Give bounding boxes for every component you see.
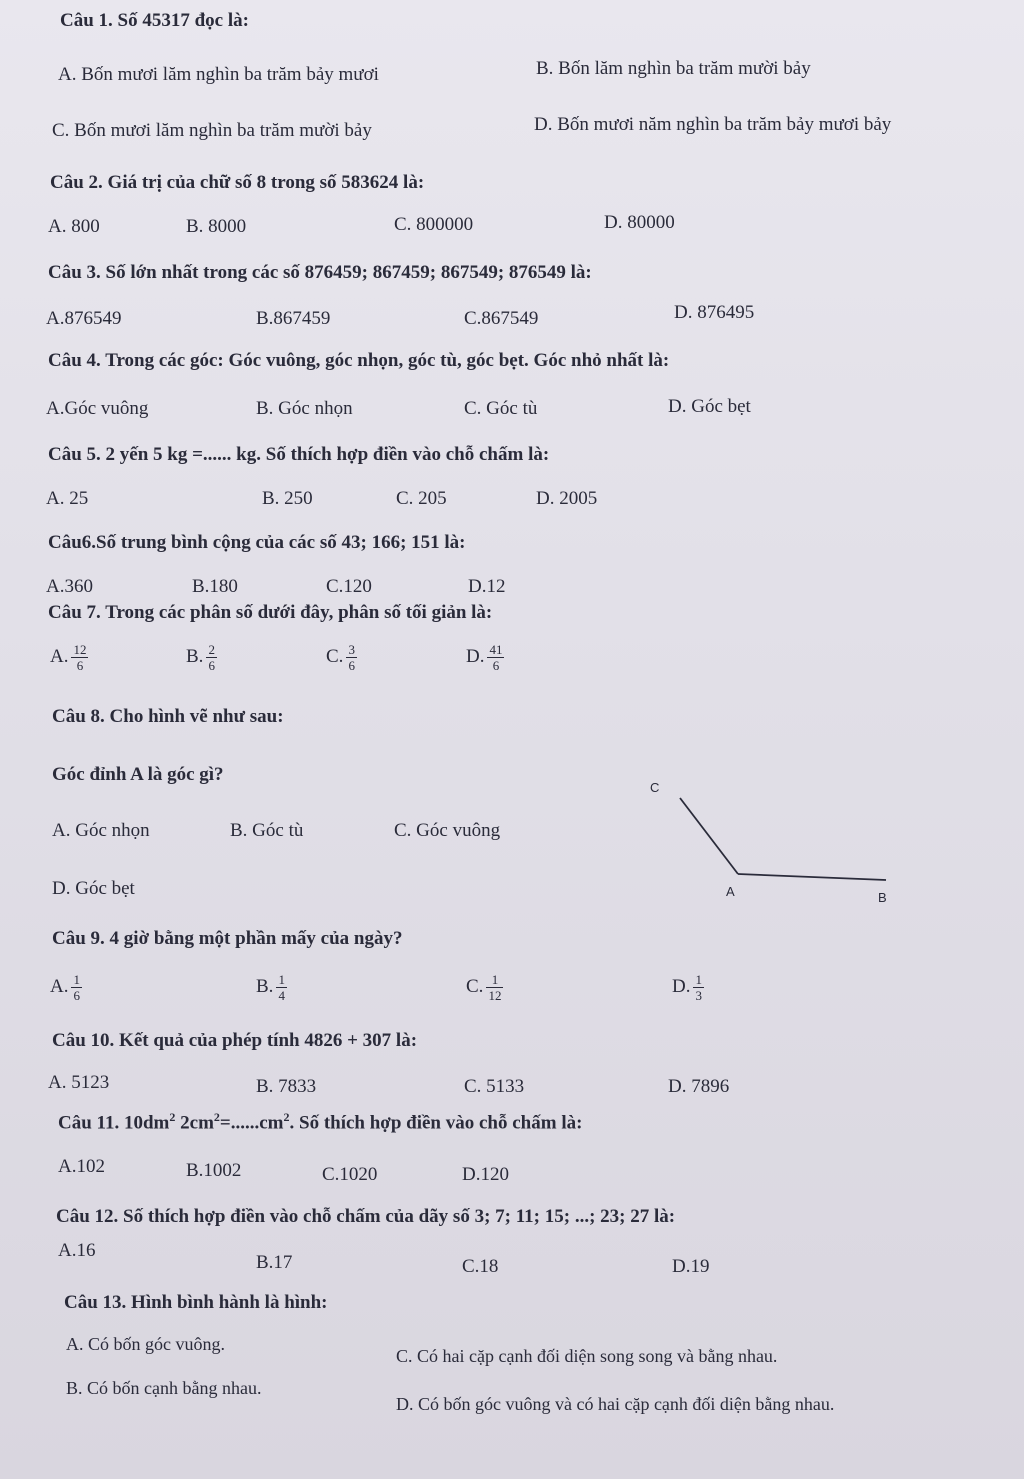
q2-option-b: B. 8000 bbox=[186, 216, 247, 237]
q11-sup-1: 2 bbox=[169, 1110, 176, 1124]
q7-d-fraction bbox=[487, 642, 504, 673]
question-7: Câu 7. Trong các phân số dưới đây, phân số tối giản là: bbox=[48, 602, 493, 623]
ray-ac bbox=[680, 798, 738, 874]
q9-c-fraction bbox=[486, 972, 503, 1003]
q10-option-c: C. 5133 bbox=[464, 1076, 525, 1097]
q9-a-num: 1 bbox=[73, 972, 80, 987]
q11-sup-3: 2 bbox=[283, 1110, 290, 1124]
q9-option-d bbox=[672, 972, 704, 1003]
q7-a-letter: A. bbox=[50, 645, 69, 667]
question-4: Câu 4. Trong các góc: Góc vuông, góc nhọn, góc tù, góc bẹt. Góc nhỏ nhất là: bbox=[48, 350, 670, 371]
q3-option-b: B.867459 bbox=[256, 308, 331, 329]
label-b: B bbox=[878, 890, 887, 905]
q9-a-letter: A. bbox=[50, 975, 69, 997]
q9-b-num: 1 bbox=[278, 972, 285, 987]
q9-d-den: 3 bbox=[695, 988, 702, 1003]
question-10: Câu 10. Kết quả của phép tính 4826 + 307 là: bbox=[52, 1030, 418, 1051]
q1-option-c: C. Bốn mươi lăm nghìn ba trăm mười bảy bbox=[52, 120, 372, 141]
q11-text-3: =......cm bbox=[219, 1112, 284, 1134]
q9-a-fraction bbox=[71, 972, 82, 1003]
q9-c-den: 12 bbox=[488, 988, 502, 1003]
q11-text-1: Câu 11. 10dm bbox=[58, 1112, 170, 1134]
q9-d-num: 1 bbox=[695, 972, 702, 987]
question-1: Câu 1. Số 45317 đọc là: bbox=[60, 10, 249, 31]
question-8: Câu 8. Cho hình vẽ như sau: bbox=[52, 706, 284, 727]
q7-c-fraction bbox=[346, 642, 357, 673]
label-c: C bbox=[650, 780, 660, 795]
q4-option-b: B. Góc nhọn bbox=[256, 398, 353, 419]
q1-option-b: B. Bốn lăm nghìn ba trăm mười bảy bbox=[536, 58, 811, 79]
q7-d-num: 41 bbox=[489, 642, 503, 657]
q7-a-fraction bbox=[71, 642, 88, 673]
q9-b-fraction bbox=[276, 972, 287, 1003]
q10-option-a: A. 5123 bbox=[48, 1072, 110, 1093]
q7-c-num: 3 bbox=[348, 642, 355, 657]
q9-b-letter: B. bbox=[256, 975, 274, 997]
q7-c-letter: C. bbox=[326, 645, 344, 667]
question-13: Câu 13. Hình bình hành là hình: bbox=[64, 1292, 328, 1313]
q3-option-c: C.867549 bbox=[464, 308, 539, 329]
q10-option-b: B. 7833 bbox=[256, 1076, 317, 1097]
q4-option-d: D. Góc bẹt bbox=[668, 396, 751, 417]
q8-option-b: B. Góc tù bbox=[230, 820, 304, 841]
q3-option-d: D. 876495 bbox=[674, 302, 755, 323]
q7-a-num: 12 bbox=[73, 642, 87, 657]
q6-option-a: A.360 bbox=[46, 576, 93, 597]
q8-option-c: C. Góc vuông bbox=[394, 820, 501, 841]
q8-subquestion: Góc đỉnh A là góc gì? bbox=[52, 764, 224, 785]
q9-option-a bbox=[50, 972, 82, 1003]
q7-d-den: 6 bbox=[492, 658, 500, 673]
q13-option-c: C. Có hai cặp cạnh đối diện song song và bằng nhau. bbox=[396, 1346, 778, 1366]
q2-option-c: C. 800000 bbox=[394, 214, 474, 235]
q5-option-b: B. 250 bbox=[262, 488, 313, 509]
q7-option-a bbox=[50, 642, 88, 673]
q13-option-a: A. Có bốn góc vuông. bbox=[66, 1334, 225, 1354]
q6-option-d: D.12 bbox=[468, 576, 506, 597]
q11-option-d: D.120 bbox=[462, 1164, 509, 1185]
q12-option-b: B.17 bbox=[256, 1252, 293, 1273]
q11-text-4: . Số thích hợp điền vào chỗ chấm là: bbox=[289, 1112, 583, 1134]
q7-b-fraction bbox=[206, 642, 217, 673]
q9-d-letter: D. bbox=[672, 975, 691, 997]
q13-option-b: B. Có bốn cạnh bằng nhau. bbox=[66, 1378, 262, 1398]
q7-option-b bbox=[186, 642, 217, 673]
q11-option-c: C.1020 bbox=[322, 1164, 378, 1185]
question-11 bbox=[58, 1110, 582, 1134]
q9-d-fraction bbox=[693, 972, 704, 1003]
q10-option-d: D. 7896 bbox=[668, 1076, 730, 1097]
q9-b-den: 4 bbox=[278, 988, 285, 1003]
q12-option-d: D.19 bbox=[672, 1256, 710, 1277]
q11-option-a: A.102 bbox=[58, 1156, 105, 1177]
question-6: Câu6.Số trung bình cộng của các số 43; 166; 151 là: bbox=[48, 532, 466, 553]
q7-option-c bbox=[326, 642, 357, 673]
q9-c-letter: C. bbox=[466, 975, 484, 997]
q3-option-a: A.876549 bbox=[46, 308, 122, 329]
question-9: Câu 9. 4 giờ bằng một phần mấy của ngày? bbox=[52, 928, 403, 949]
q11-option-b: B.1002 bbox=[186, 1160, 242, 1181]
q7-option-d bbox=[466, 642, 504, 673]
question-2: Câu 2. Giá trị của chữ số 8 trong số 583624 là: bbox=[50, 172, 425, 193]
q5-option-a: A. 25 bbox=[46, 488, 89, 509]
question-12: Câu 12. Số thích hợp điền vào chỗ chấm của dãy số 3; 7; 11; 15; ...; 23; 27 là: bbox=[56, 1206, 676, 1227]
q9-option-c bbox=[466, 972, 503, 1003]
q7-b-num: 2 bbox=[208, 642, 215, 657]
q6-option-c: C.120 bbox=[326, 576, 372, 597]
q7-d-letter: D. bbox=[466, 645, 485, 667]
q2-option-a: A. 800 bbox=[48, 216, 100, 237]
q2-option-d: D. 80000 bbox=[604, 212, 675, 233]
q13-option-d: D. Có bốn góc vuông và có hai cặp cạnh đối diện bằng nhau. bbox=[396, 1394, 835, 1414]
q5-option-c: C. 205 bbox=[396, 488, 447, 509]
q1-option-a: A. Bốn mươi lăm nghìn ba trăm bảy mươi bbox=[58, 64, 379, 85]
angle-diagram bbox=[640, 770, 900, 920]
q9-c-num: 1 bbox=[486, 972, 503, 988]
question-3: Câu 3. Số lớn nhất trong các số 876459; 867459; 867549; 876549 là: bbox=[48, 262, 592, 283]
q12-option-a: A.16 bbox=[58, 1240, 96, 1261]
q7-b-den: 6 bbox=[208, 658, 215, 673]
label-a: A bbox=[726, 884, 735, 899]
q9-option-b bbox=[256, 972, 287, 1003]
q12-option-c: C.18 bbox=[462, 1256, 499, 1277]
q8-option-a: A. Góc nhọn bbox=[52, 820, 150, 841]
q8-option-d: D. Góc bẹt bbox=[52, 878, 135, 899]
q7-b-letter: B. bbox=[186, 645, 204, 667]
q7-a-den: 6 bbox=[76, 658, 84, 673]
question-5: Câu 5. 2 yến 5 kg =...... kg. Số thích hợp điền vào chỗ chấm là: bbox=[48, 444, 550, 465]
q4-option-a: A.Góc vuông bbox=[46, 398, 149, 419]
q11-sup-2: 2 bbox=[213, 1110, 220, 1124]
q7-c-den: 6 bbox=[348, 658, 355, 673]
q1-option-d: D. Bốn mươi năm nghìn ba trăm bảy mươi bảy bbox=[534, 114, 892, 135]
q4-option-c: C. Góc tù bbox=[464, 398, 538, 419]
q5-option-d: D. 2005 bbox=[536, 488, 598, 509]
ray-ab bbox=[738, 874, 886, 880]
q11-text-2: 2cm bbox=[180, 1112, 214, 1134]
q9-a-den: 6 bbox=[73, 988, 80, 1003]
q6-option-b: B.180 bbox=[192, 576, 238, 597]
